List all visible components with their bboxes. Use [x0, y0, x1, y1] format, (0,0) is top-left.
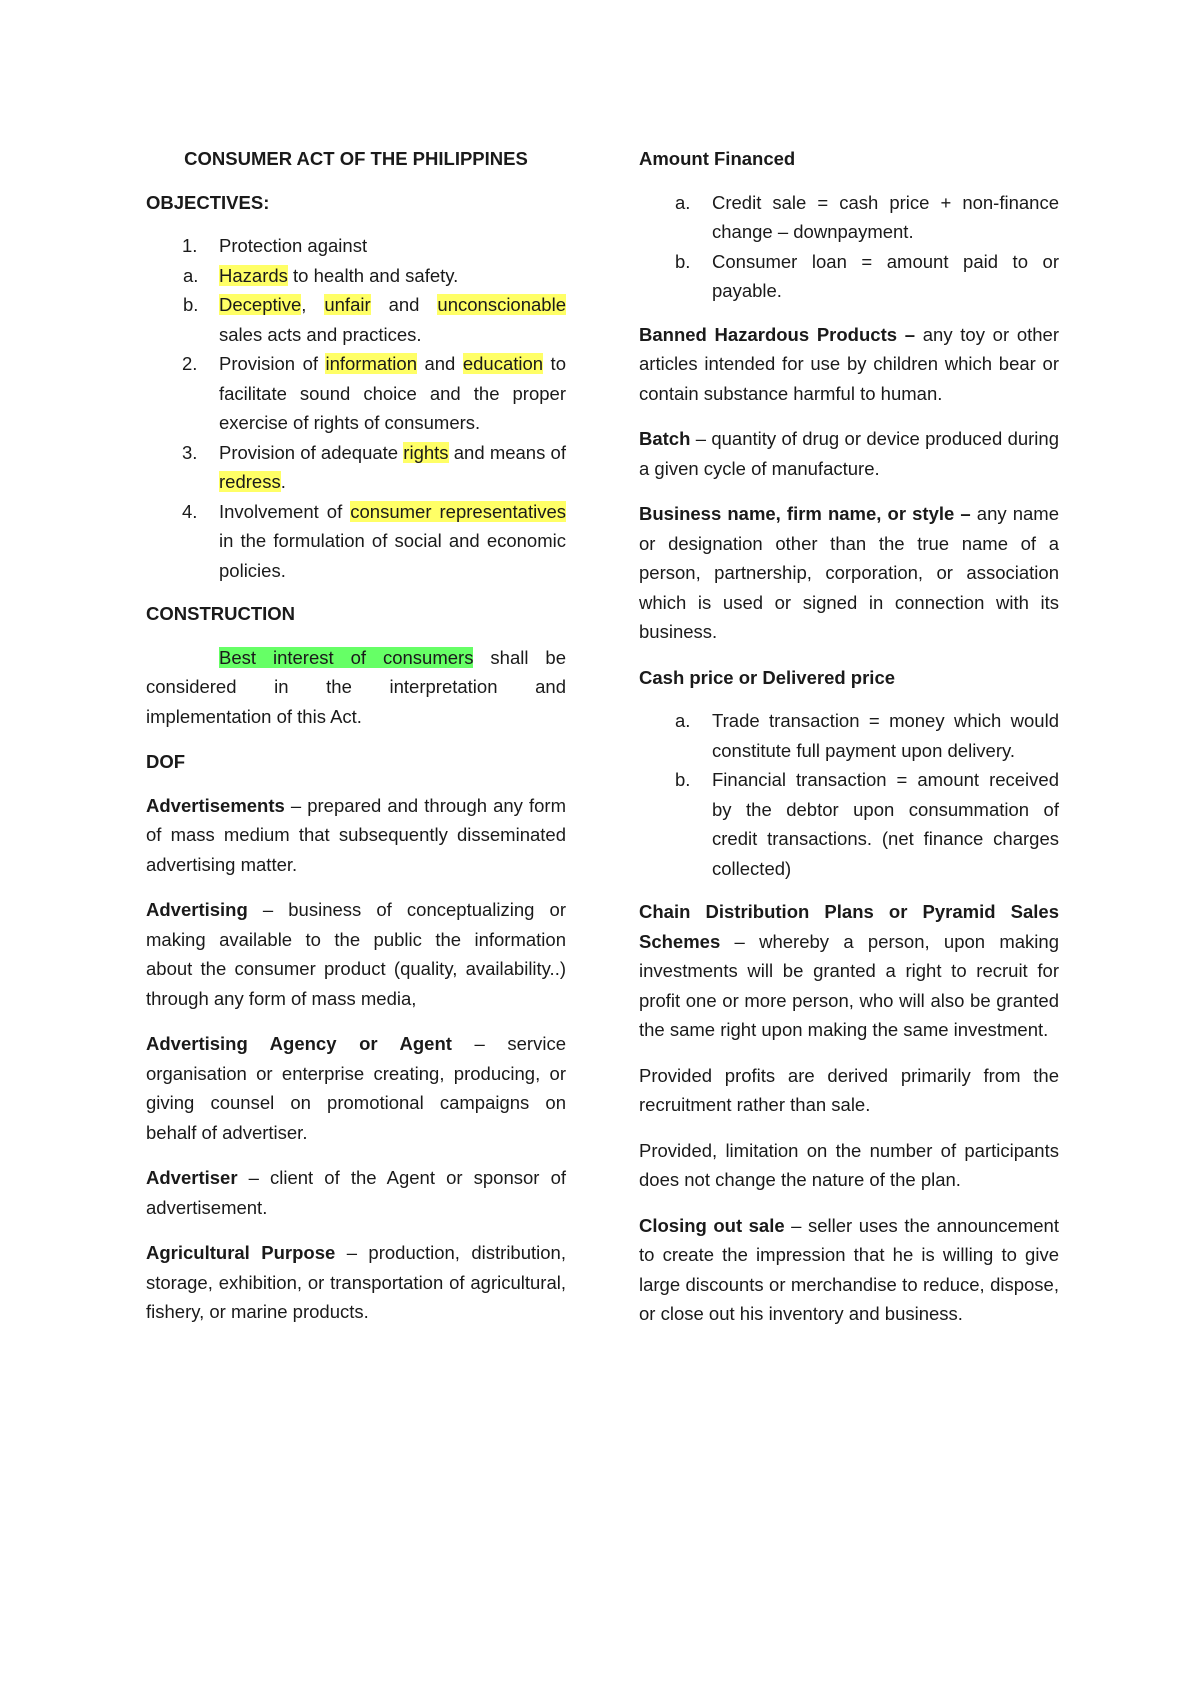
objective-text: and means of: [448, 441, 566, 463]
highlight-green: Best interest of consumers: [219, 646, 474, 668]
definition: [146, 895, 566, 1013]
right-column: [639, 144, 1059, 1345]
definition-text: – quantity of drug or device produced during a given cycle of manufacture.: [639, 428, 1059, 479]
highlight: Hazards: [219, 264, 288, 286]
construction-paragraph: [146, 643, 566, 732]
definition: [146, 1163, 566, 1222]
definition-text: – whereby a person, upon making investments will be granted a right to recruit for profit one or more person, who will also be granted the same right upon making the same investment.: [639, 930, 1059, 1040]
definition: [639, 499, 1059, 647]
sub-text: and: [370, 294, 438, 315]
definition-term: Advertising: [146, 899, 248, 920]
list-item-text: Credit sale = cash price + non-finance change – downpayment.: [712, 191, 1059, 242]
definition: [146, 1238, 566, 1327]
definition-text: any toy or other articles intended for use by children which bear or contain substance harmful to human.: [639, 323, 1059, 404]
objective-item: [146, 438, 566, 497]
cash-price-heading: Cash price or Delivered price: [639, 666, 896, 688]
definition-term: Agricultural Purpose: [146, 1242, 336, 1263]
list-marker: a.: [675, 710, 691, 731]
construction-heading: CONSTRUCTION: [146, 603, 296, 624]
highlight: unconscionable: [437, 294, 566, 315]
list-item: [639, 247, 1059, 306]
objective-text: to facilitate sound choice and the proper exercise of rights of consumers.: [219, 353, 566, 433]
list-item-text: Financial transaction = amount received by the debtor upon consummation of credit transactions. (net finance charges collected): [712, 769, 1059, 879]
objective-item: [146, 497, 566, 586]
definition: [639, 897, 1059, 1045]
sub-item: [183, 261, 566, 291]
definition-term: Banned Hazardous Products –: [639, 323, 916, 345]
paragraph: Provided profits are derived primarily from the recruitment rather than sale.: [639, 1064, 1059, 1115]
definition-term: Business name, firm name, or style –: [639, 503, 971, 524]
sub-marker: b.: [183, 294, 199, 315]
objectives-heading: OBJECTIVES:: [146, 191, 270, 213]
objective-text: and: [417, 353, 463, 374]
objective-item: [146, 231, 566, 349]
objective-text: Involvement of: [219, 500, 351, 522]
highlight: Deceptive: [219, 294, 302, 315]
list-item-text: Trade transaction = money which would constitute full payment upon delivery.: [712, 710, 1059, 761]
list-marker: 2.: [182, 353, 198, 374]
list-marker: 4.: [182, 500, 198, 522]
list-marker: a.: [675, 191, 691, 213]
sub-text: to health and safety.: [287, 264, 459, 286]
highlight: redress: [219, 471, 281, 492]
highlight: rights: [403, 441, 449, 463]
cash-price-list: [639, 706, 1059, 883]
definition-text: – service organisation or enterprise creating, producing, or giving counsel on promotional campaigns on behalf of advertiser.: [146, 1033, 566, 1143]
list-item-text: Consumer loan = amount paid to or payable.: [712, 250, 1059, 301]
objective-text: in the formulation of social and economic policies.: [219, 530, 566, 581]
objective-text: Provision of adequate: [219, 441, 404, 463]
document-title: CONSUMER ACT OF THE PHILIPPINES: [184, 148, 528, 169]
objectives-list: [146, 231, 566, 585]
dof-heading: DOF: [146, 751, 186, 772]
sub-text: ,: [301, 294, 325, 315]
definition-text: – production, distribution, storage, exhibition, or transportation of agricultural, fishery, or marine products.: [146, 1242, 566, 1322]
amount-financed-heading: Amount Financed: [639, 148, 796, 169]
definition-term: Closing out sale: [639, 1214, 785, 1236]
definition-term: Advertising Agency or Agent: [146, 1033, 452, 1054]
definition-text: – seller uses the announcement to create the impression that he is willing to give large discounts or merchandise to reduce, dispose, or close out his inventory and business.: [639, 1214, 1059, 1324]
list-marker: b.: [675, 250, 691, 272]
definition-term: Batch: [639, 428, 691, 449]
objective-text: .: [280, 471, 286, 492]
definition: [639, 424, 1059, 483]
highlight: consumer representatives: [350, 500, 566, 522]
list-item: [639, 188, 1059, 247]
list-item: [639, 706, 1059, 765]
highlight: education: [462, 353, 544, 374]
objective-text: Provision of: [219, 353, 326, 374]
definition-term: Advertisements: [146, 794, 285, 816]
list-item: [639, 765, 1059, 883]
highlight: unfair: [324, 294, 371, 315]
definition: [146, 791, 566, 880]
sub-marker: a.: [183, 264, 199, 286]
paragraph-text: shall be considered in the interpretation and implementation of this Act.: [146, 646, 567, 727]
sub-item: [183, 290, 566, 349]
objective-sublist: [183, 261, 566, 350]
list-marker: 3.: [182, 441, 198, 463]
definition: [639, 1211, 1059, 1329]
objective-item: [146, 349, 566, 438]
definition-text: – client of the Agent or sponsor of advertisement.: [146, 1167, 566, 1218]
definition-term: Advertiser: [146, 1167, 238, 1188]
definition: [639, 320, 1059, 409]
highlight: information: [325, 353, 417, 374]
definition-text: – business of conceptualizing or making available to the public the information about the consumer product (quality, availability..) through any form of mass media,: [146, 899, 566, 1009]
sub-text: sales acts and practices.: [219, 323, 422, 345]
definition-text: any name or designation other than the true name of a person, partnership, corporation, or association which is used or signed in connection with its business.: [639, 503, 1060, 642]
definition: [146, 1029, 566, 1147]
paragraph: Provided, limitation on the number of participants does not change the nature of the plan.: [639, 1139, 1059, 1190]
definition-text: – prepared and through any form of mass medium that subsequently disseminated advertising matter.: [146, 794, 566, 875]
left-column: [146, 144, 566, 1343]
list-marker: 1.: [182, 235, 198, 256]
list-marker: b.: [675, 769, 691, 790]
objective-text: Protection against: [219, 235, 368, 256]
definition-term: Chain Distribution Plans or Pyramid Sales Schemes: [639, 901, 1059, 952]
amount-financed-list: [639, 188, 1059, 306]
